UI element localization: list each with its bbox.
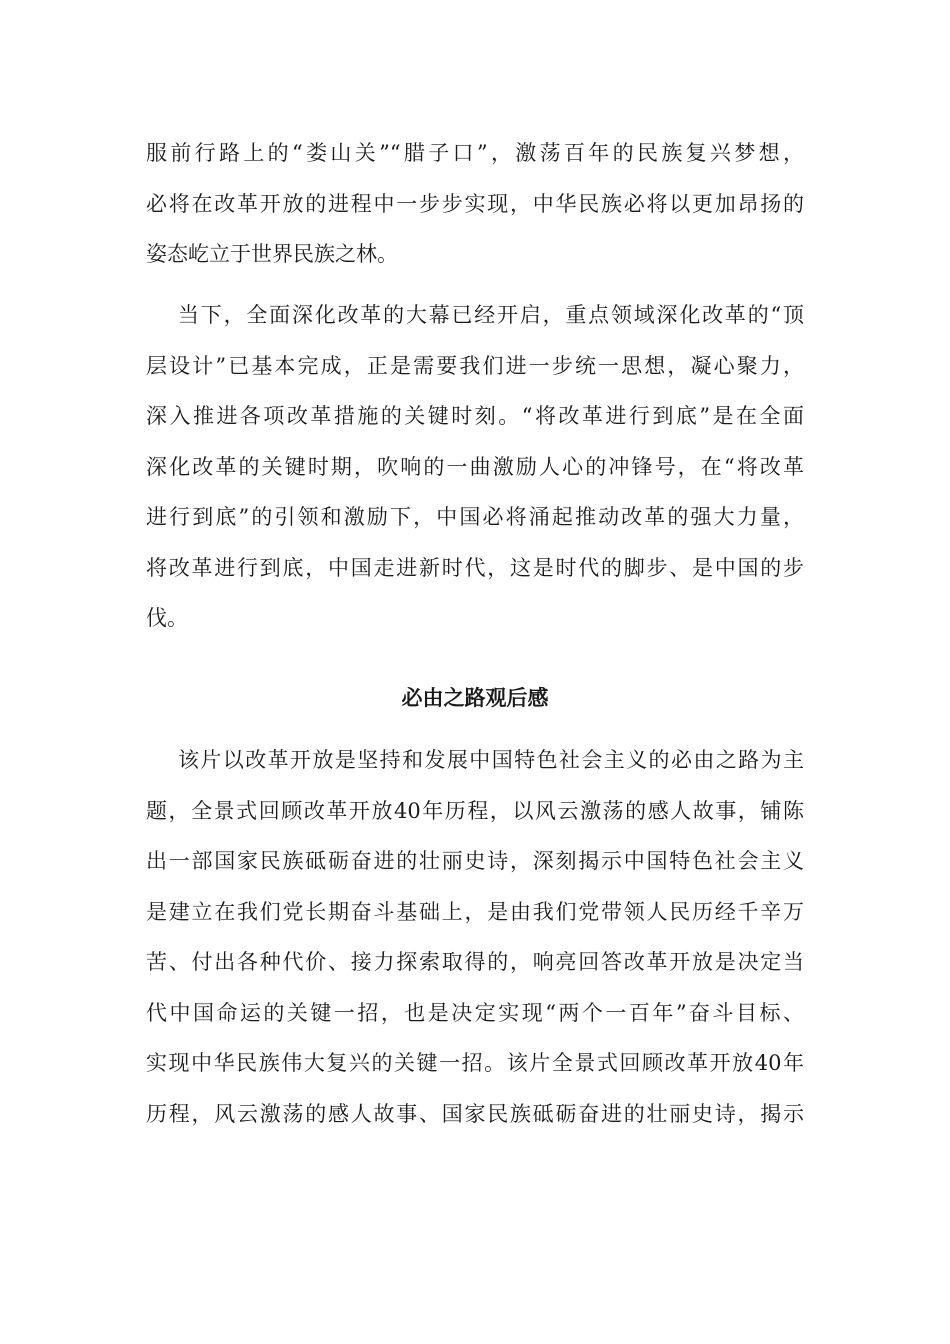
paragraph-line: 将改革进行到底，中国走进新时代，这是时代的脚步、是中国的步 — [146, 555, 804, 580]
paragraph-line: 姿态屹立于世界民族之林。 — [146, 242, 398, 266]
paragraph-line: 苦、付出各种代价、接力探索取得的，响亮回答改革开放是决定当 — [146, 950, 804, 974]
paragraph-3 — [146, 735, 804, 1139]
paragraph-line: 伐。 — [146, 606, 188, 630]
paragraph-line: 历程，风云激荡的感人故事、国家民族砥砺奋进的壮丽史诗，揭示 — [146, 1101, 804, 1126]
paragraph-line: 服前行路上的“娄山关”“腊子口”，激荡百年的民族复兴梦想， — [146, 141, 804, 165]
paragraph-line: 深入推进各项改革措施的关键时刻。“将改革进行到底”是在全面 — [146, 404, 804, 428]
paragraph-line: 出一部国家民族砥砺奋进的壮丽史诗，深刻揭示中国特色社会主义 — [146, 849, 804, 873]
paragraph-line: 该片以改革开放是坚持和发展中国特色社会主义的必由之路为主 — [178, 748, 804, 772]
paragraph-line: 当下，全面深化改革的大幕已经开启，重点领域深化改革的“顶 — [178, 303, 804, 327]
paragraph-2 — [146, 290, 804, 644]
paragraph-line: 层设计”已基本完成，正是需要我们进一步统一思想，凝心聚力， — [146, 353, 804, 378]
paragraph-line: 实现中华民族伟大复兴的关键一招。该片全景式回顾改革开放40年 — [146, 1051, 804, 1075]
paragraph-line: 必将在改革开放的进程中一步步实现，中华民族必将以更加昂扬的 — [146, 191, 804, 216]
paragraph-1 — [146, 128, 804, 280]
paragraph-line: 题，全景式回顾改革开放40年历程，以风云激荡的感人故事，铺陈 — [146, 798, 804, 823]
paragraph-line: 代中国命运的关键一招，也是决定实现“两个一百年”奋斗目标、 — [146, 1000, 804, 1025]
paragraph-line: 是建立在我们党长期奋斗基础上，是由我们党带领人民历经千辛万 — [146, 899, 804, 924]
paragraph-line: 深化改革的关键时期，吹响的一曲激励人心的冲锋号，在“将改革 — [146, 454, 804, 479]
section-heading: 必由之路观后感 — [401, 685, 549, 710]
paragraph-line: 进行到底”的引领和激励下，中国必将涌起推动改革的强大力量， — [146, 505, 804, 529]
